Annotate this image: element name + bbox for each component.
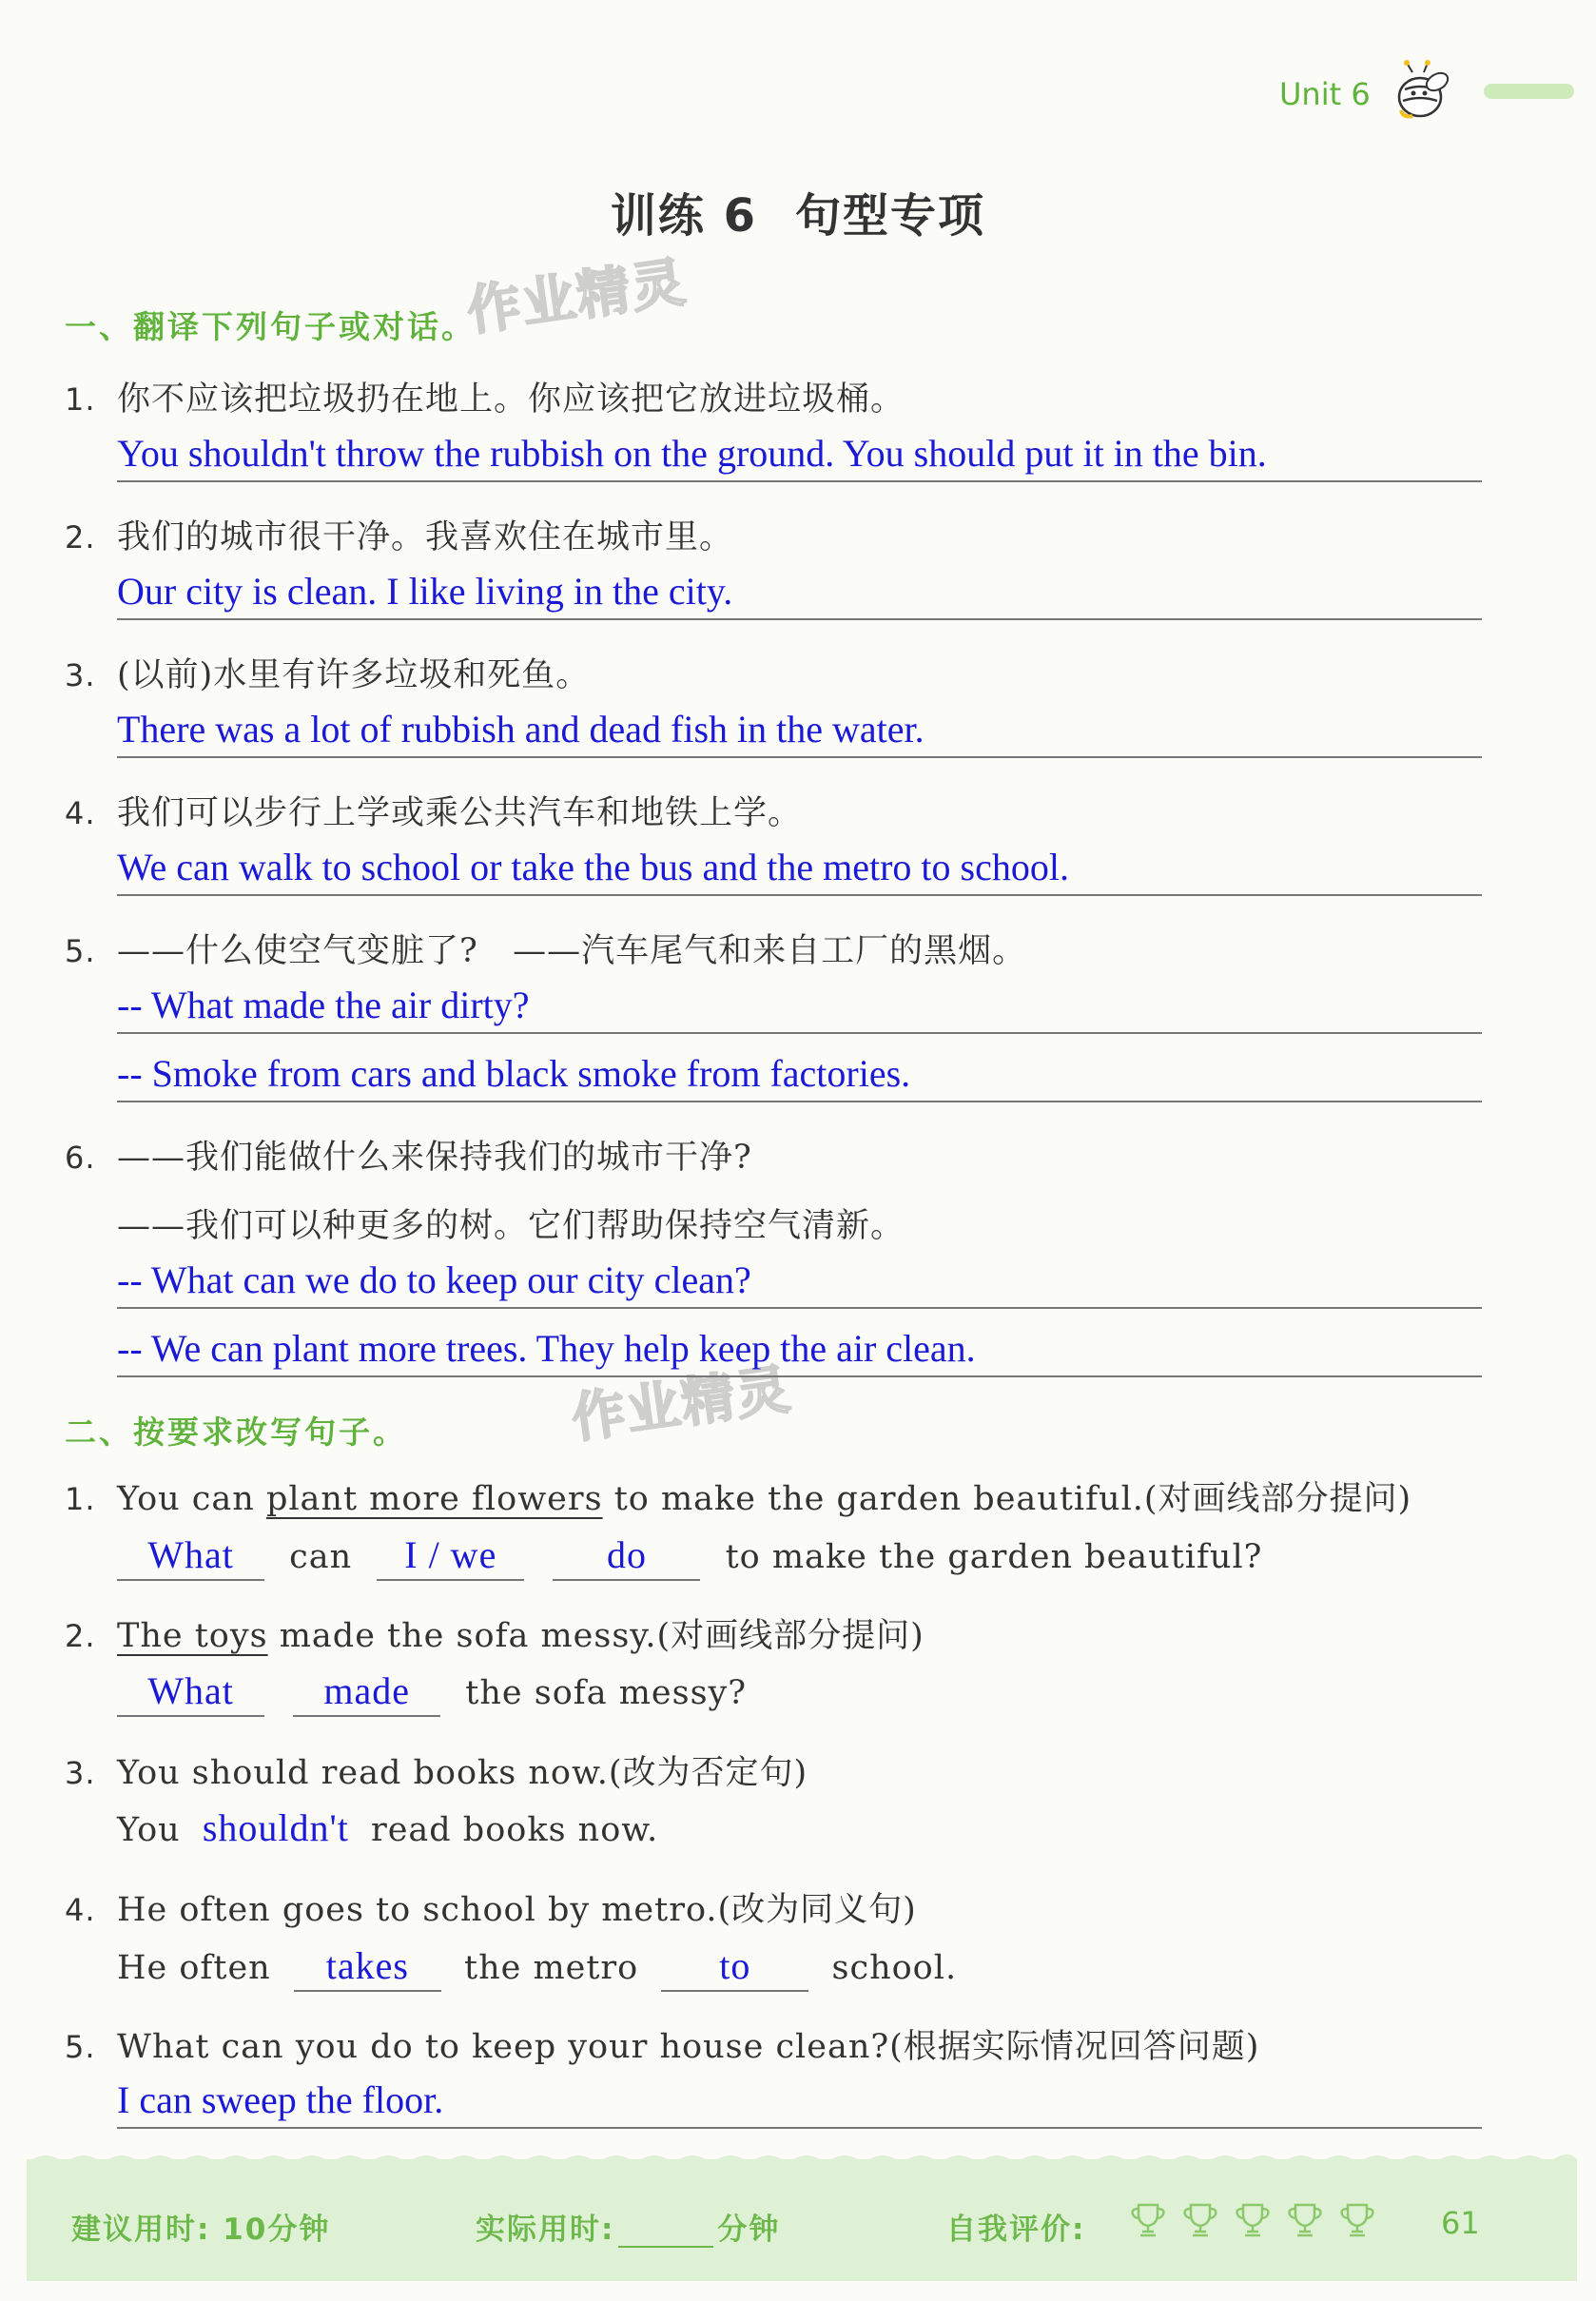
trophy-icon[interactable] xyxy=(1179,2199,1221,2241)
question-prompt: 1. You can plant more flowers to make the garden beautiful.(对画线部分提问) xyxy=(65,1480,1412,1518)
section-2-title: 二、按要求改写句子。 xyxy=(65,1414,407,1451)
question-prompt: 2. 我们的城市很干净。我喜欢住在城市里。 xyxy=(65,518,734,556)
page-title xyxy=(0,179,1596,244)
answer-line[interactable]: I can sweep the floor. xyxy=(117,2074,1482,2129)
trophy-rating[interactable] xyxy=(1127,2199,1384,2245)
question-prompt: 4. He often goes to school by metro.(改为同义句) xyxy=(65,1891,917,1929)
title-text: 句型专项 xyxy=(795,189,986,243)
question-prompt: 1. 你不应该把垃圾扔在地上。你应该把它放进垃圾桶。 xyxy=(65,380,905,419)
question-prompt: 3. (以前)水里有许多垃圾和死鱼。 xyxy=(65,656,591,694)
answer-line[interactable]: We can walk to school or take the bus and the metro to school. xyxy=(117,841,1482,896)
answer-row: What can I / we do to make the garden beautiful? xyxy=(117,1531,1262,1581)
trophy-icon[interactable] xyxy=(1127,2199,1169,2241)
answer-row: You shouldn't read books now. xyxy=(117,1804,658,1852)
bee-icon xyxy=(1384,55,1460,131)
suggested-time: 建议用时: 10分钟 xyxy=(71,2213,331,2247)
trophy-icon[interactable] xyxy=(1232,2199,1274,2241)
question-prompt: 6. ——我们能做什么来保持我们的城市干净? xyxy=(65,1139,752,1177)
answer-blank[interactable]: takes xyxy=(294,1942,441,1992)
answer-line[interactable]: There was a lot of rubbish and dead fish in the water. xyxy=(117,703,1482,758)
answer-line[interactable]: You shouldn't throw the rubbish on the ground. You should put it in the bin. xyxy=(117,427,1482,482)
underlined-phrase: plant more flowers xyxy=(265,1480,603,1518)
answer-blank[interactable]: to xyxy=(661,1942,808,1992)
answer-line[interactable]: -- We can plant more trees. They help keep the air clean. xyxy=(117,1322,1482,1377)
section-1-title: 一、翻译下列句子或对话。 xyxy=(65,308,476,345)
question-prompt: 2. The toys made the sofa messy.(对画线部分提问) xyxy=(65,1617,925,1655)
question-prompt: 3. You should read books now.(改为否定句) xyxy=(65,1754,808,1792)
question-prompt: 5. ——什么使空气变脏了? ——汽车尾气和来自工厂的黑烟。 xyxy=(65,932,1027,970)
answer-line[interactable]: -- What can we do to keep our city clean? xyxy=(117,1254,1482,1309)
question-prompt: 4. 我们可以步行上学或乘公共汽车和地铁上学。 xyxy=(65,794,803,832)
answer-row: What made the sofa messy? xyxy=(117,1667,747,1717)
answer-blank[interactable]: What xyxy=(117,1667,264,1717)
underlined-phrase: The toys xyxy=(117,1617,268,1655)
watermark: 作业精灵 xyxy=(568,1358,796,1451)
trophy-icon[interactable] xyxy=(1284,2199,1326,2241)
header-band xyxy=(1484,84,1574,99)
answer-line[interactable]: -- Smoke from cars and black smoke from factories. xyxy=(117,1047,1482,1102)
page-number: 61 xyxy=(1441,2205,1480,2241)
answer-line[interactable]: Our city is clean. I like living in the city. xyxy=(117,565,1482,620)
title-number: 训练 6 xyxy=(610,189,758,243)
watermark: 作业精灵 xyxy=(463,251,691,343)
answer-row: He often takes the metro to school. xyxy=(117,1942,957,1992)
answer-blank[interactable]: do xyxy=(553,1531,700,1581)
actual-time-blank[interactable] xyxy=(618,2219,713,2248)
question-prompt: ——我们可以种更多的树。它们帮助保持空气清新。 xyxy=(117,1207,905,1245)
answer-blank[interactable]: What xyxy=(117,1531,264,1581)
question-prompt: 5. What can you do to keep your house clean?(根据实际情况回答问题) xyxy=(65,2028,1260,2066)
answer-blank[interactable]: I / we xyxy=(377,1531,524,1581)
answer-blank[interactable]: made xyxy=(293,1667,440,1717)
answer-line[interactable]: -- What made the air dirty? xyxy=(117,979,1482,1034)
trophy-icon[interactable] xyxy=(1336,2199,1378,2241)
self-evaluation-label: 自我评价: xyxy=(946,2213,1086,2247)
actual-time: 实际用时: 分钟 xyxy=(476,2213,781,2247)
answer-blank[interactable]: shouldn't xyxy=(202,1806,349,1849)
unit-label: Unit 6 xyxy=(1279,76,1371,112)
